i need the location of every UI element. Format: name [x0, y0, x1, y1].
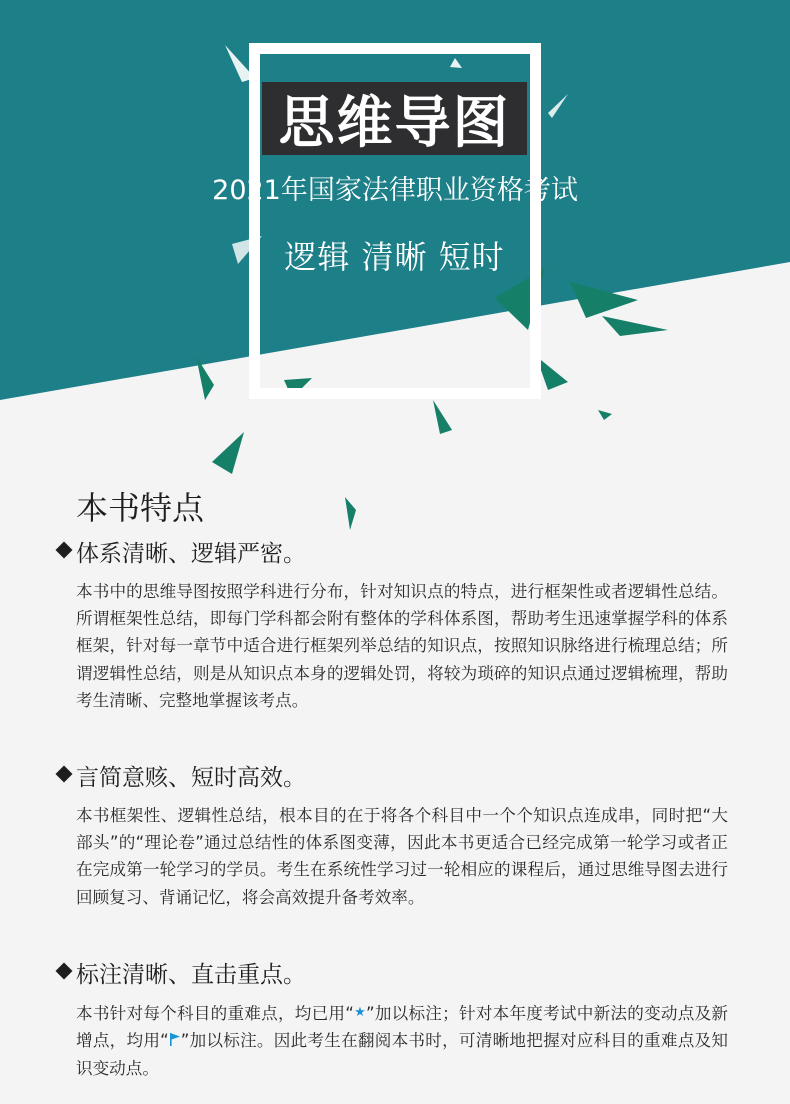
shard-decoration	[345, 497, 356, 530]
feature-body	[76, 999, 728, 1083]
feature-body-text: ”加以标注。因此考生在翻阅本书时，可清晰地把握对应科目的重难点及知识变动点。	[76, 1031, 728, 1079]
shard-decoration	[602, 316, 668, 336]
feature-heading-text: 体系清晰、逻辑严密。	[76, 541, 306, 567]
flag-icon	[169, 1028, 181, 1055]
diamond-bullet-icon	[56, 541, 73, 558]
subtitle: 2021年国家法律职业资格考试	[212, 175, 578, 206]
feature-body-text: 本书针对每个科目的重难点，均已用“	[76, 1004, 354, 1023]
feature-heading-text: 言简意赅、短时高效。	[76, 765, 306, 791]
feature-body: 本书中的思维导图按照学科进行分布，针对知识点的特点，进行框架性或者逻辑性总结。所谓框架性总结，即每门学科都会附有整体的学科体系图，帮助考生迅速掌握学科的体系框架，针对每一章节中适合进行框架列举总结的知识点，按照知识脉络进行梳理总结；所谓逻辑性总结，则是从知识点本身的逻辑处罚，将较为琐碎的知识点通过逻辑梳理，帮助考生清晰、完整地掌握该考点。	[76, 582, 728, 710]
diamond-bullet-icon	[56, 765, 73, 782]
feature-heading	[58, 535, 306, 568]
feature-body-text: ”加以标注；针对本年度考试中新法的变动点及新增点，均用“	[76, 1004, 728, 1051]
page-title: 思维导图	[278, 90, 511, 156]
feature-heading	[58, 759, 306, 792]
feature-heading	[58, 956, 306, 989]
diamond-bullet-icon	[56, 962, 73, 979]
tagline: 逻辑 清晰 短时	[284, 238, 505, 276]
shard-decoration	[212, 432, 244, 474]
shard-decoration	[598, 410, 612, 420]
feature-body: 本书框架性、逻辑性总结，根本目的在于将各个科目中一个个知识点连成串，同时把“大部头”的“理论卷”通过总结性的体系图变薄，因此本书更适合已经完成第一轮学习或者正在完成第一轮学习的学员。考生在系统性学习过一轮相应的课程后，通过思维导图去进行回顾复习、背诵记忆，将会高效提升备考效率。	[76, 806, 728, 907]
section-title: 本书特点	[76, 489, 205, 527]
shard-decoration	[433, 400, 452, 434]
feature-heading-text: 标注清晰、直击重点。	[76, 962, 306, 988]
star-icon: ★	[353, 1005, 366, 1020]
